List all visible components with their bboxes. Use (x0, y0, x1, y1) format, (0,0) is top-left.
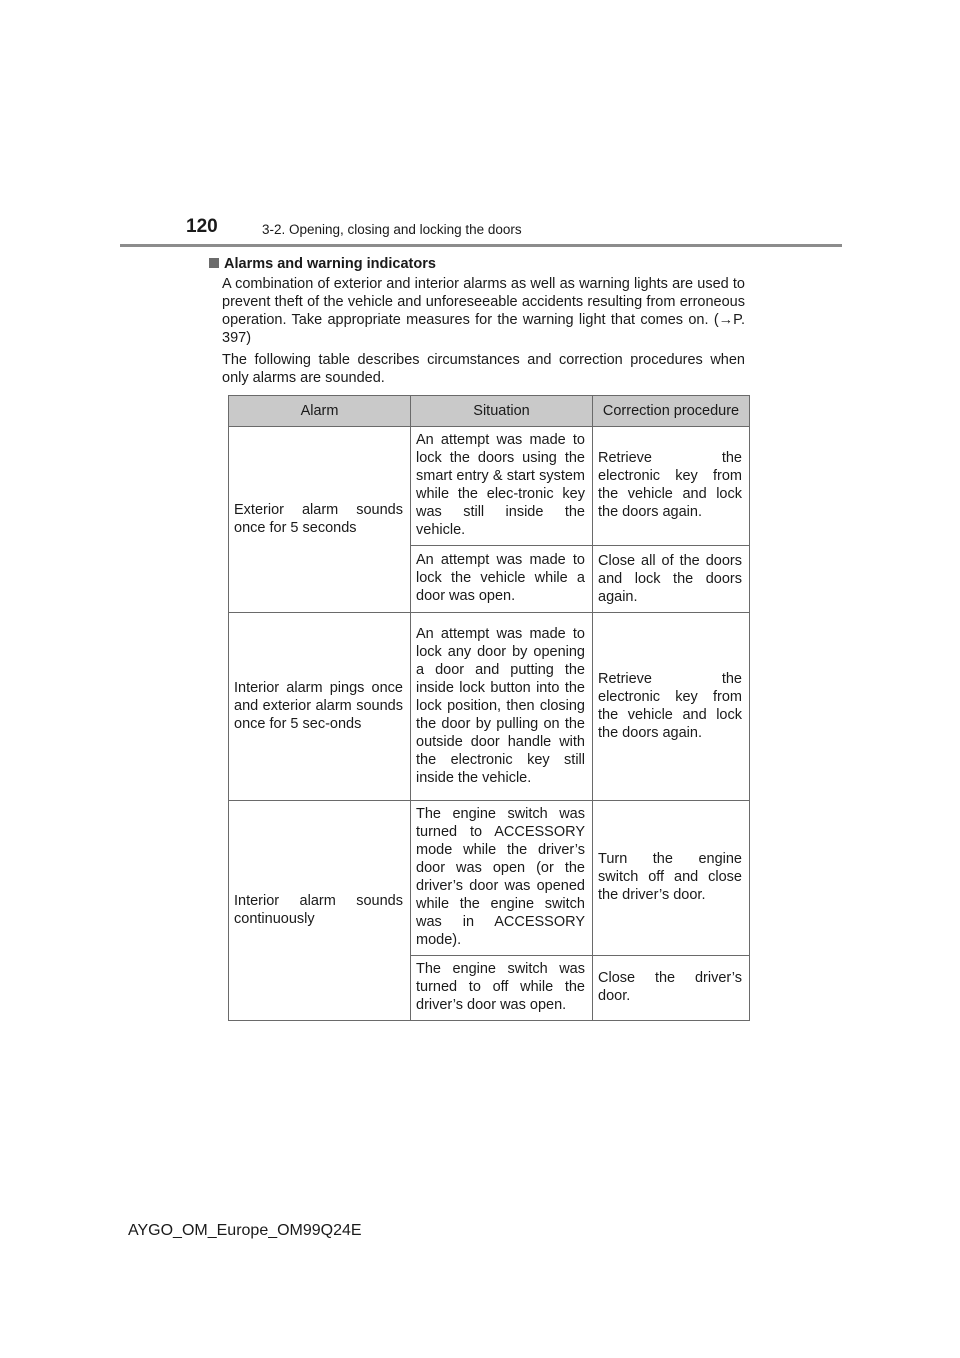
intro-paragraph: A combination of exterior and interior alarms as well as warning lights are used to prevent theft of the vehicle and unforeseeable accidents resulting from erroneous operation. Take appropriate measures for the warning light that comes on. (→P. 397) (222, 276, 745, 346)
situation-cell: An attempt was made to lock the doors using the smart entry & start system while the elec-tronic key was still inside the vehicle. (411, 427, 593, 546)
square-bullet-icon (209, 258, 219, 268)
alarm-table (228, 395, 750, 1021)
situation-cell: An attempt was made to lock any door by opening a door and putting the inside lock button into the lock position, then closing the door by pulling on the outside door handle with the electronic key still inside the vehicle. (411, 613, 593, 801)
column-header-situation: Situation (411, 396, 593, 427)
section-heading-text: Alarms and warning indicators (224, 256, 436, 272)
table-row (229, 801, 750, 956)
section-heading (209, 255, 769, 273)
table-row (229, 427, 750, 546)
header-divider (120, 244, 842, 247)
correction-cell: Turn the engine switch off and close the driver’s door. (593, 801, 750, 956)
table-intro-paragraph: The following table describes circumstances and correction procedures when only alarms are sounded. (222, 352, 745, 386)
document-id: AYGO_OM_Europe_OM99Q24E (128, 1222, 362, 1239)
page-number: 120 (186, 216, 218, 237)
alarm-cell: Interior alarm pings once and exterior alarm sounds once for 5 sec-onds (229, 613, 411, 801)
column-header-alarm: Alarm (229, 396, 411, 427)
situation-cell: The engine switch was turned to off while the driver’s door was open. (411, 956, 593, 1021)
correction-cell: Close the driver’s door. (593, 956, 750, 1021)
correction-cell: Retrieve the electronic key from the vehicle and lock the doors again. (593, 427, 750, 546)
correction-cell: Retrieve the electronic key from the vehicle and lock the doors again. (593, 613, 750, 801)
column-header-correction: Correction procedure (593, 396, 750, 427)
table-header-row (229, 396, 750, 427)
correction-cell: Close all of the doors and lock the doors again. (593, 546, 750, 613)
alarm-cell: Exterior alarm sounds once for 5 seconds (229, 427, 411, 613)
section-title: 3-2. Opening, closing and locking the doors (262, 222, 522, 237)
situation-cell: An attempt was made to lock the vehicle while a door was open. (411, 546, 593, 613)
table-row (229, 613, 750, 801)
situation-cell: The engine switch was turned to ACCESSORY mode while the driver’s door was open (or the driver’s door was opened while the engine switch was in ACCESSORY mode). (411, 801, 593, 956)
alarm-cell: Interior alarm sounds continuously (229, 801, 411, 1021)
